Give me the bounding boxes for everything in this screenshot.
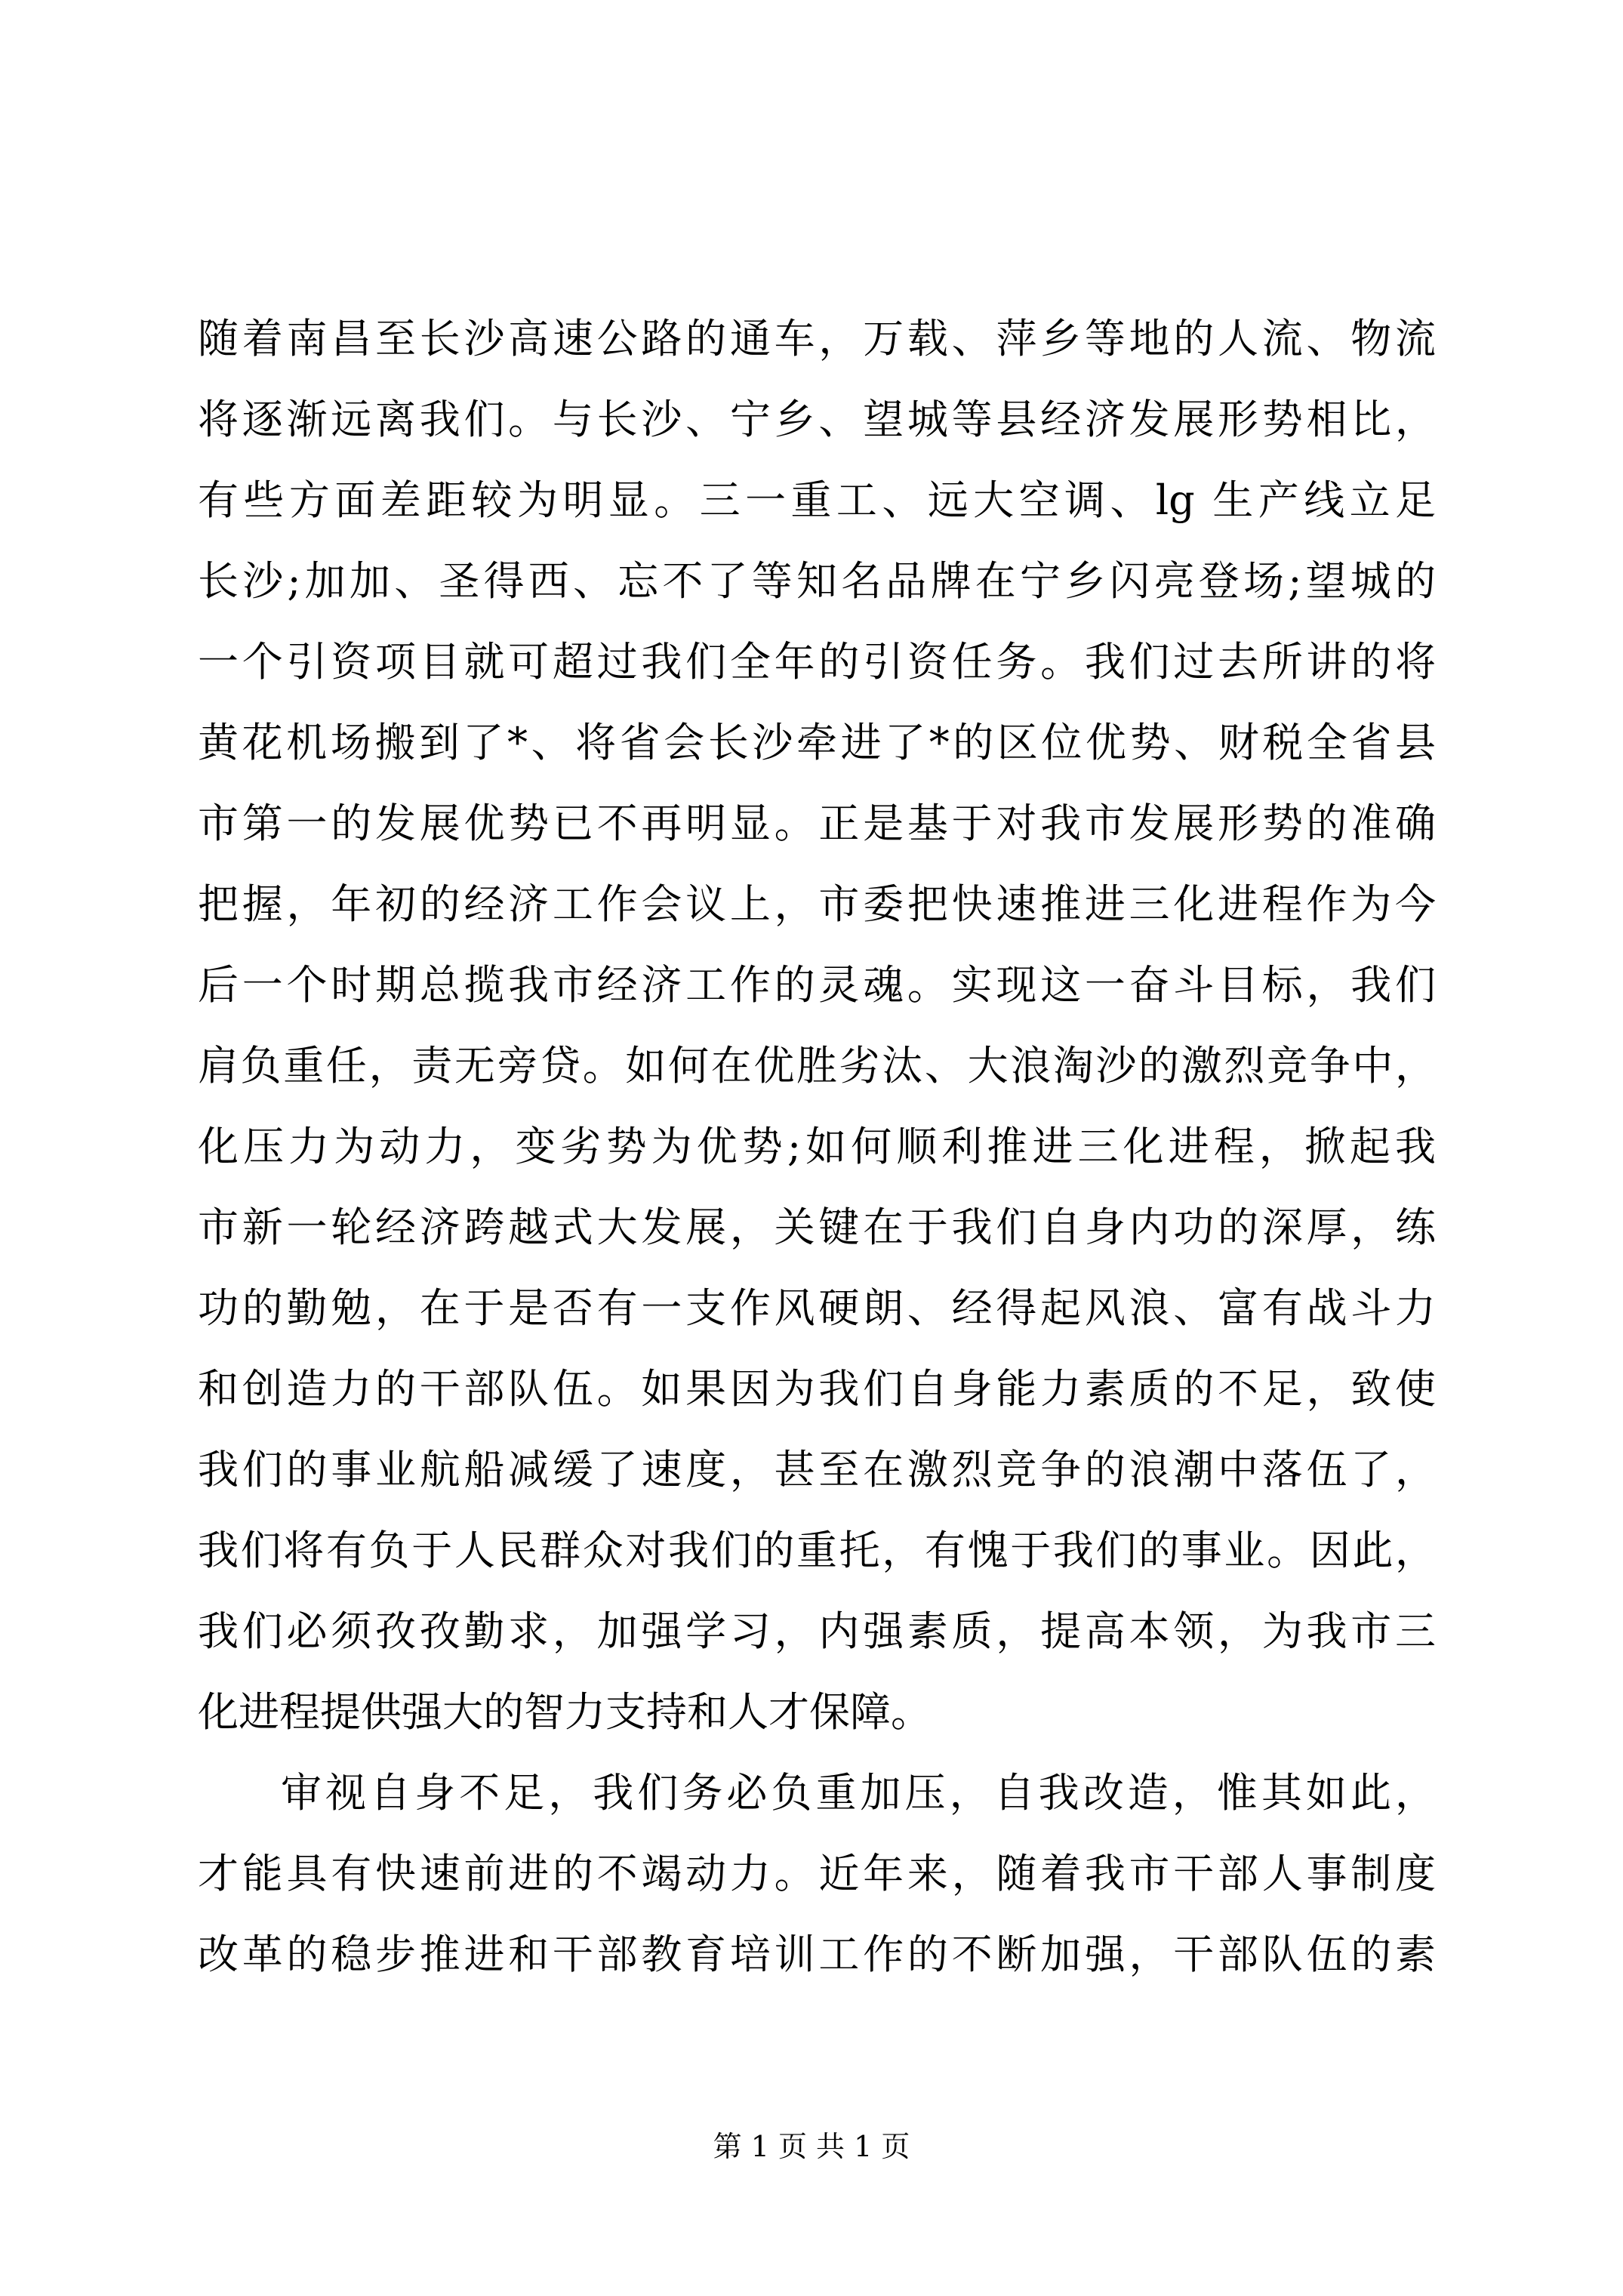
- paragraph-1: [198, 298, 1436, 1752]
- paragraph-2: [198, 1752, 1436, 1995]
- page-footer: [0, 2128, 1623, 2165]
- text-line: 我们将有负于人民群众对我们的重托，有愧于我们的事业。因此，: [198, 1527, 1436, 1574]
- document-body: [198, 298, 1436, 1995]
- text-line: 随着南昌至长沙高速公路的通车，万载、萍乡等地的人流、物流: [198, 315, 1436, 362]
- text-line: 肩负重任，责无旁贷。如何在优胜劣汰、大浪淘沙的激烈竞争中，: [198, 1042, 1436, 1089]
- text-line: 将逐渐远离我们。与长沙、宁乡、望城等县经济发展形势相比，: [198, 396, 1436, 443]
- text-line: 长沙;加加、圣得西、忘不了等知名品牌在宁乡闪亮登场;望城的: [198, 557, 1436, 605]
- text-line: 功的勤勉，在于是否有一支作风硬朗、经得起风浪、富有战斗力: [198, 1284, 1436, 1332]
- text-line: 改革的稳步推进和干部教育培训工作的不断加强，干部队伍的素: [198, 1931, 1436, 1978]
- text-line: 黄花机场搬到了*、将省会长沙牵进了*的区位优势、财税全省县: [198, 719, 1436, 766]
- text-line: 把握，年初的经济工作会议上，市委把快速推进三化进程作为今: [198, 880, 1436, 928]
- text-line: 我们的事业航船减缓了速度，甚至在激烈竞争的浪潮中落伍了，: [198, 1446, 1436, 1493]
- text-line: 我们必须孜孜勤求，加强学习，内强素质，提高本领，为我市三: [198, 1607, 1436, 1655]
- text-line: 化进程提供强大的智力支持和人才保障。: [198, 1688, 932, 1736]
- text-line: 审视自身不足，我们务必负重加压，自我改造，惟其如此，: [281, 1769, 1436, 1817]
- text-line: 市新一轮经济跨越式大发展，关键在于我们自身内功的深厚，练: [198, 1203, 1436, 1251]
- text-line: 和创造力的干部队伍。如果因为我们自身能力素质的不足，致使: [198, 1365, 1436, 1413]
- text-line: 化压力为动力，变劣势为优势;如何顺利推进三化进程，掀起我: [198, 1123, 1436, 1170]
- text-line: 一个引资项目就可超过我们全年的引资任务。我们过去所讲的将: [198, 638, 1436, 686]
- text-line: 后一个时期总揽我市经济工作的灵魂。实现这一奋斗目标，我们: [198, 961, 1436, 1009]
- page-number-label: 第 1 页 共 1 页: [713, 2130, 910, 2163]
- text-line: 才能具有快速前进的不竭动力。近年来，随着我市干部人事制度: [198, 1850, 1436, 1897]
- text-line: 有些方面差距较为明显。三一重工、远大空调、lg 生产线立足: [198, 476, 1436, 524]
- text-line: 市第一的发展优势已不再明显。正是基于对我市发展形势的准确: [198, 800, 1436, 847]
